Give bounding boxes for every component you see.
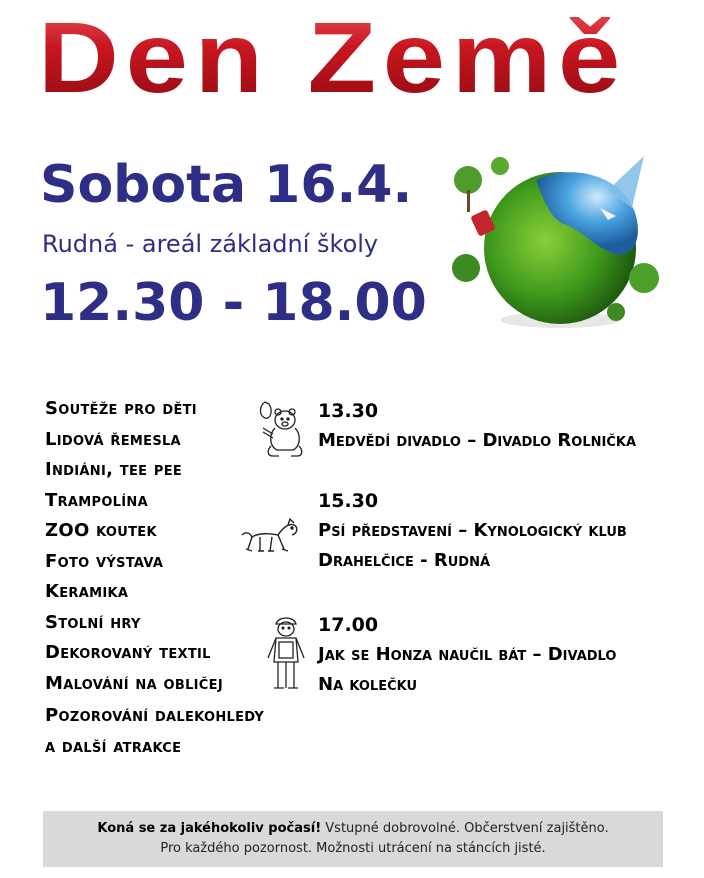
- list-item: Keramika: [45, 581, 129, 602]
- event-3-subtitle: Na kolečku: [318, 674, 418, 695]
- event-date: Sobota 16.4.: [40, 155, 413, 215]
- event-1-time: 13.30: [318, 400, 379, 422]
- list-item: Lidová řemesla: [45, 428, 181, 450]
- list-item: Pozorování dalekohledy: [45, 705, 265, 726]
- footer-line-1: [43, 819, 663, 839]
- list-item: Trampolína: [45, 489, 148, 511]
- event-3-title: Jak se Honza naučil bát – Divadlo: [318, 644, 617, 665]
- list-item: Stolní hry: [45, 611, 141, 633]
- footer-entry-note: Vstupné dobrovolné. Občerstvení zajištěno.: [321, 821, 609, 836]
- activity-list: [45, 394, 264, 762]
- list-item: ZOO koutek: [45, 520, 157, 541]
- list-item: Indiáni, tee pee: [45, 459, 183, 480]
- event-3-time: 17.00: [318, 614, 379, 636]
- footer-line-2: Pro každého pozornost. Možnosti utrácení na stáncích jisté.: [160, 841, 546, 856]
- dog-icon: [240, 515, 300, 557]
- event-2: [318, 486, 627, 576]
- event-2-title: Psí představení – Kynologický klub: [318, 520, 627, 541]
- earth-globe-illustration: [448, 150, 670, 332]
- list-item: Soutěže pro děti: [45, 398, 197, 419]
- event-1: [318, 396, 636, 456]
- honza-icon: [266, 614, 306, 696]
- footer-info-box: [43, 811, 663, 867]
- bear-icon: [255, 398, 305, 460]
- event-3: [318, 610, 616, 700]
- event-place: Rudná - areál základní školy: [42, 230, 379, 258]
- event-2-time: 15.30: [318, 490, 379, 512]
- event-2-subtitle: Drahelčice - Rudná: [318, 550, 491, 571]
- footer-weather-note: Koná se za jakéhokoliv počasí!: [97, 821, 322, 836]
- list-item: Foto výstava: [45, 550, 164, 572]
- event-1-title: Medvědí divadlo – Divadlo Rolnička: [318, 430, 637, 451]
- list-item: a další atrakce: [45, 735, 182, 757]
- poster-title: Den Země: [38, 4, 704, 112]
- event-time-range: 12.30 - 18.00: [40, 273, 427, 333]
- list-item: Malování na obličej: [45, 672, 223, 694]
- list-item: Dekorovaný textil: [45, 642, 211, 663]
